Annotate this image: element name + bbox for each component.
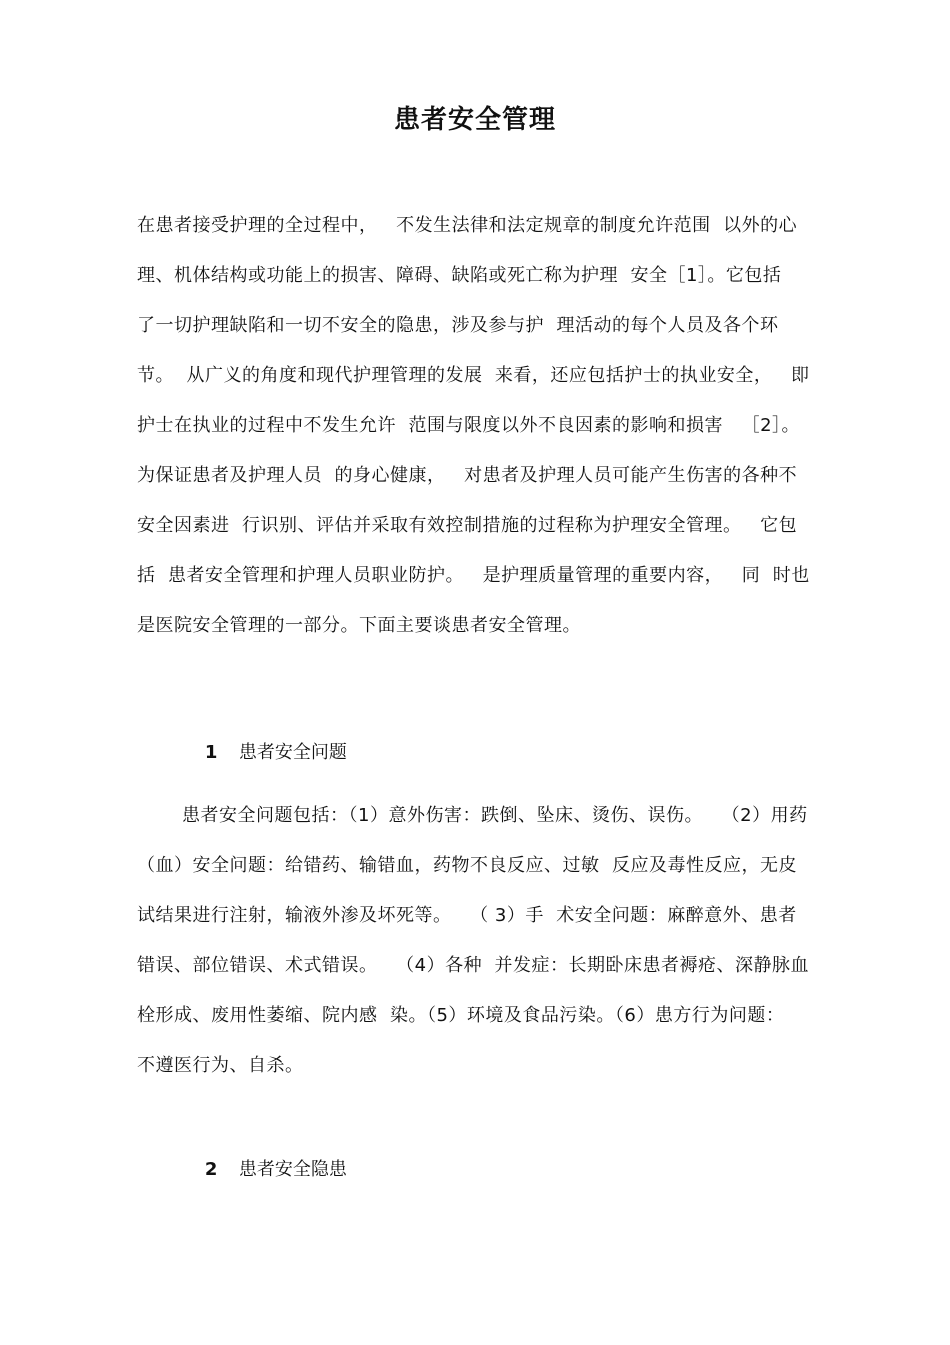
section-number: 1 [204,742,218,763]
section-line: 患者安全问题包括：（1）意外伤害：跌倒、坠床、烫伤、误伤。 （2）用药 [182,805,808,826]
intro-line: 理、机体结构或功能上的损害、障碍、缺陷或死亡称为护理 安全［1］。它包括 [137,265,782,286]
intro-line: 为保证患者及护理人员 的身心健康， 对患者及护理人员可能产生伤害的各种不 [137,465,798,486]
section-line: 错误、部位错误、术式错误。 （4）各种 并发症：长期卧床患者褥疮、深静脉血 [137,955,810,976]
intro-line: 了一切护理缺陷和一切不安全的隐患，涉及参与护 理活动的每个人员及各个环 [137,315,779,336]
section-1-heading [182,711,347,795]
intro-line: 护士在执业的过程中不发生允许 范围与限度以外不良因素的影响和损害 ［2］。 [137,415,801,436]
intro-line: 在患者接受护理的全过程中， 不发生法律和法定规章的制度允许范围 以外的心 [137,215,798,236]
section-line: 不遵医行为、自杀。 [137,1055,304,1076]
document-title: 患者安全管理 [393,105,556,135]
section-2-heading [182,1128,347,1212]
intro-line: 节。 从广义的角度和现代护理管理的发展 来看，还应包括护士的执业安全， 即 [137,365,810,386]
section-title: 患者安全问题 [238,742,347,763]
section-line: 栓形成、废用性萎缩、院内感 染。（5）环境及食品污染。（6）患方行为问题： [137,1005,785,1026]
section-number: 2 [204,1159,218,1180]
section-line: （血）安全问题：给错药、输错血，药物不良反应、过敏 反应及毒性反应，无皮 [137,855,797,876]
section-line: 试结果进行注射，输液外渗及坏死等。 （ 3）手 术安全问题：麻醉意外、患者 [137,905,797,926]
section-title: 患者安全隐患 [238,1159,347,1180]
intro-line: 安全因素进 行识别、评估并采取有效控制措施的过程称为护理安全管理。 它包 [137,515,798,536]
intro-line: 括 患者安全管理和护理人员职业防护。 是护理质量管理的重要内容， 同 时也 [137,565,810,586]
intro-line: 是医院安全管理的一部分。下面主要谈患者安全管理。 [137,615,581,636]
